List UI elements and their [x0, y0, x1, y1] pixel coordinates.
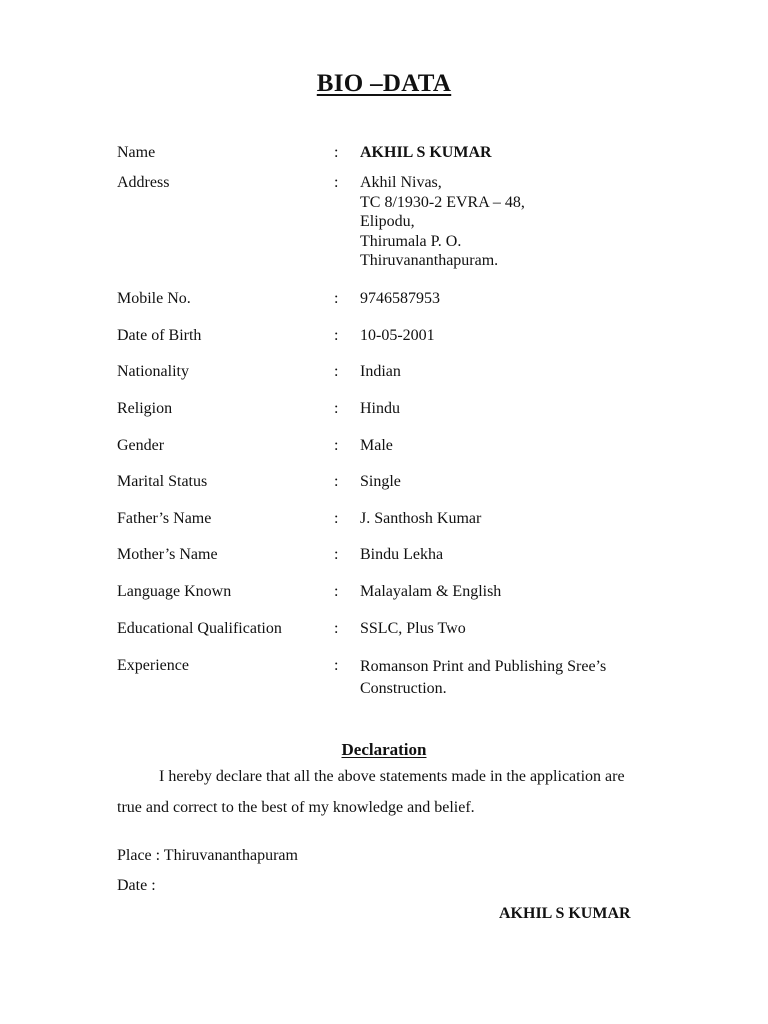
field-separator: :	[334, 620, 339, 637]
place-line: Place : Thiruvananthapuram	[117, 847, 298, 864]
address-line: Thiruvananthapuram.	[360, 252, 499, 269]
field-separator: :	[334, 363, 339, 380]
field-label: Marital Status	[117, 473, 208, 490]
address-line: Elipodu,	[360, 213, 415, 230]
field-label: Religion	[117, 400, 173, 417]
field-label: Language Known	[117, 583, 232, 600]
field-value: SSLC, Plus Two	[360, 620, 466, 637]
field-value: 9746587953	[360, 290, 440, 307]
address-line: Thirumala P. O.	[360, 232, 462, 250]
date-line: Date :	[117, 877, 156, 894]
signature-name: AKHIL S KUMAR	[499, 905, 631, 922]
field-separator: :	[334, 546, 339, 563]
field-separator: :	[334, 473, 339, 490]
field-separator: :	[334, 437, 339, 454]
field-value: Bindu Lekha	[360, 546, 444, 563]
address-value	[360, 173, 525, 271]
field-value: Indian	[360, 363, 401, 380]
field-value: Hindu	[360, 400, 400, 417]
field-separator: :	[334, 144, 339, 161]
experience-value	[360, 656, 606, 700]
field-separator: :	[334, 583, 339, 600]
field-label: Gender	[117, 437, 165, 454]
field-label: Nationality	[117, 363, 189, 380]
field-label: Father’s Name	[117, 510, 212, 527]
page-title: BIO –DATA	[316, 70, 452, 97]
field-value: Male	[360, 437, 393, 454]
field-label: Educational Qualification	[117, 620, 282, 637]
field-value: 10-05-2001	[360, 327, 435, 344]
field-label: Date of Birth	[117, 327, 202, 344]
experience-line: Construction.	[360, 680, 447, 697]
field-separator: :	[334, 657, 339, 674]
address-line: TC 8/1930-2 EVRA – 48,	[360, 193, 525, 211]
address-line: Akhil Nivas,	[360, 174, 442, 191]
field-separator: :	[334, 400, 339, 417]
field-separator: :	[334, 290, 339, 307]
field-label: Name	[117, 144, 156, 161]
field-value: Single	[360, 473, 401, 490]
field-label: Experience	[117, 657, 189, 674]
field-value: AKHIL S KUMAR	[360, 144, 492, 161]
declaration-text-line-2: true and correct to the best of my knowledge and belief.	[117, 799, 475, 816]
experience-line: Romanson Print and Publishing Sree’s	[360, 658, 607, 675]
declaration-text-line-1: I hereby declare that all the above statements made in the application are	[159, 768, 625, 785]
declaration-heading: Declaration	[341, 740, 427, 759]
field-separator: :	[334, 510, 339, 527]
field-label: Mobile No.	[117, 290, 191, 307]
field-separator: :	[334, 327, 339, 344]
field-label: Mother’s Name	[117, 546, 218, 563]
field-value: J. Santhosh Kumar	[360, 510, 482, 527]
field-label: Address	[117, 174, 170, 191]
field-separator: :	[334, 174, 339, 191]
field-value: Malayalam & English	[360, 583, 502, 600]
